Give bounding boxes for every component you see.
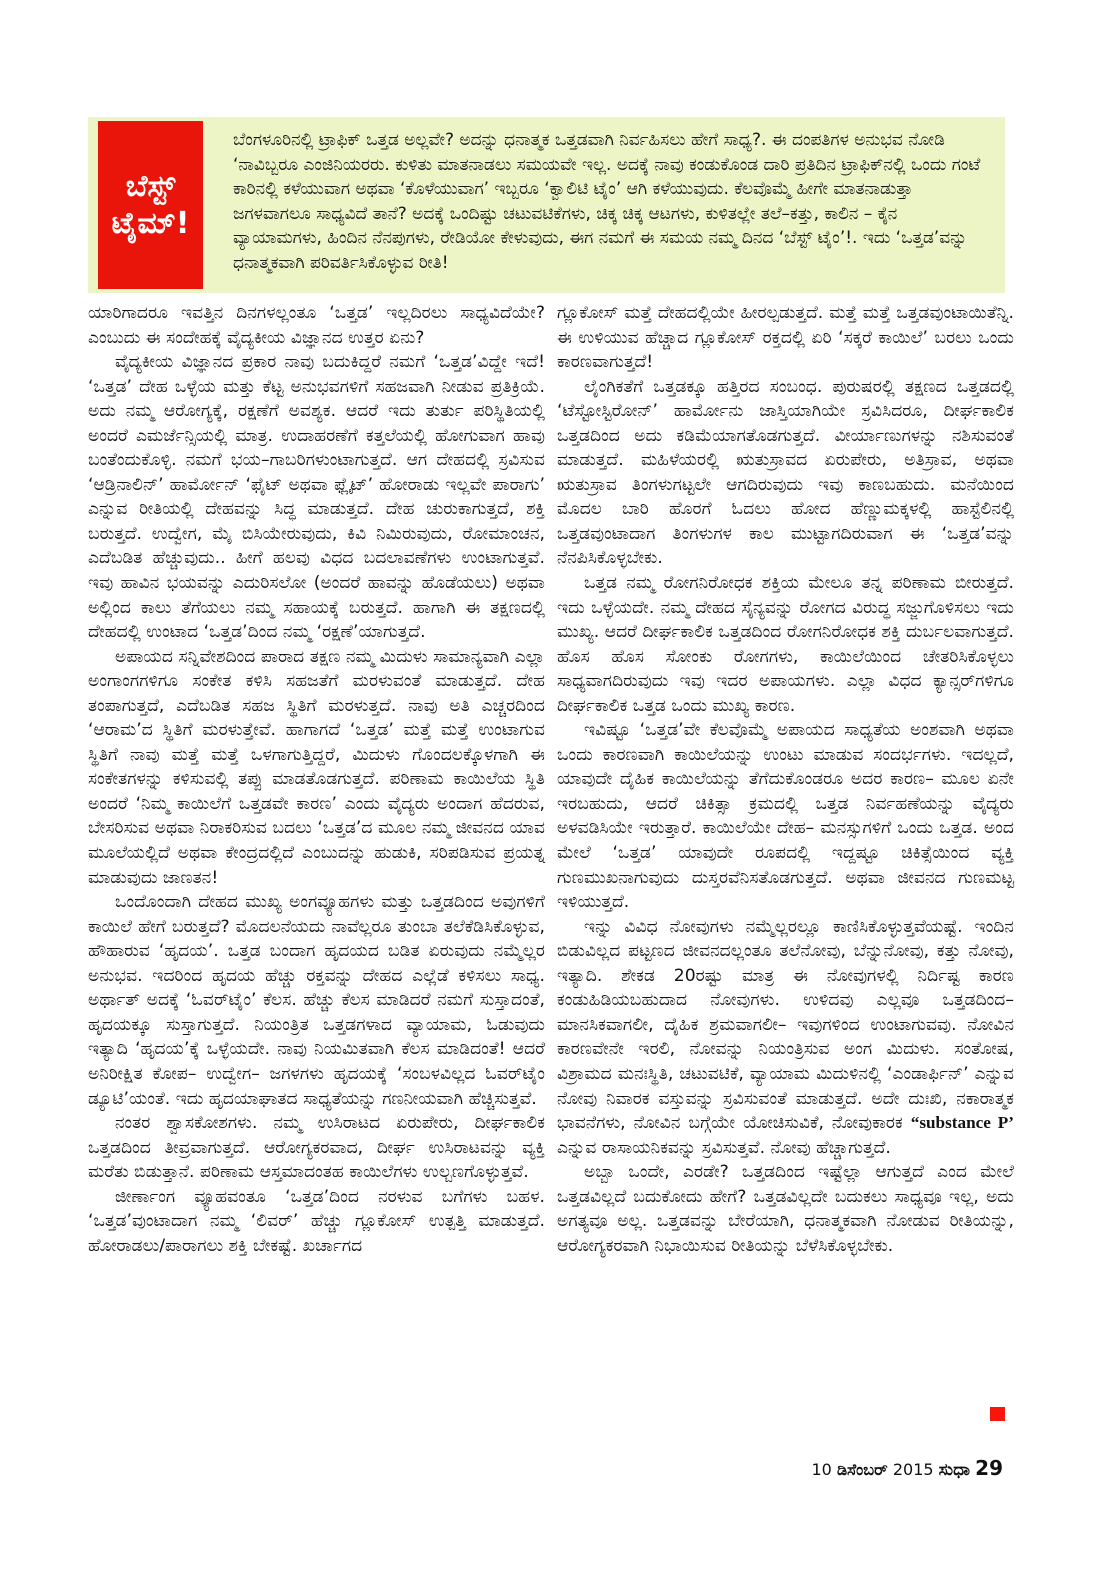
- paragraph: [557, 301, 1014, 375]
- badge-line-2: ಟೈಮ್!: [111, 206, 190, 241]
- text-run: ಅಪಾಯದ ಸನ್ನಿವೇಶದಿಂದ ಪಾರಾದ ತಕ್ಷಣ ನಮ್ಮ ಮಿದುಳು ಸಾಮಾನ್ಯವಾಗಿ ಎಲ್ಲಾ ಅಂಗಾಂಗಗಳಿಗೂ ಸಂಕೇತ ಕಳಿಸಿ ಸಹಜತೆಗೆ ಮರಳುವಂತೆ ಮಾಡುತ್ತದೆ. ದೇಹ ತಂಪಾಗುತ್ತದೆ, ಎದೆಬಡಿತ ಸಹಜ ಸ್ಥಿತಿಗೆ ಮರಳುತ್ತದೆ. ನಾವು ಅತಿ ಎಚ್ಚರದಿಂದ ‘ಆರಾಮ’ದ ಸ್ಥಿತಿಗೆ ಮರಳುತ್ತೇವೆ. ಹಾಗಾಗದೆ ‘ಒತ್ತಡ’ ಮತ್ತೆ ಮತ್ತೆ ಉಂಟಾಗುವ ಸ್ಥಿತಿಗೆ ನಾವು ಮತ್ತೆ ಮತ್ತೆ ಒಳಗಾಗುತ್ತಿದ್ದರೆ, ಮಿದುಳು ಗೊಂದಲಕ್ಕೊಳಗಾಗಿ ಈ ಸಂಕೇತಗಳನ್ನು ಕಳಿಸುವಲ್ಲಿ ತಪ್ಪು ಮಾಡತೊಡಗುತ್ತದೆ. ಪರಿಣಾಮ ಕಾಯಿಲೆಯ ಸ್ಥಿತಿ ಅಂದರೆ ‘ನಿಮ್ಮ ಕಾಯಿಲೆಗೆ ಒತ್ತಡವೇ ಕಾರಣ’ ಎಂದು ವೈದ್ಯರು ಅಂದಾಗ ಹೆದರುವ, ಬೇಸರಿಸುವ ಅಥವಾ ನಿರಾಕರಿಸುವ ಬದಲು ‘ಒತ್ತಡ’ದ ಮೂಲ ನಮ್ಮ ಜೀವನದ ಯಾವ ಮೂಲೆಯಲ್ಲಿದೆ ಅಥವಾ ಕೇಂದ್ರದಲ್ಲಿದೆ ಎಂಬುದನ್ನು ಹುಡುಕಿ, ಸರಿಪಡಿಸುವ ಪ್ರಯತ್ನ ಮಾಡುವುದು ಜಾಣತನ!: [88, 646, 545, 888]
- page-footer: [0, 1456, 1003, 1480]
- footer-month: ಡಿಸೆಂಬರ್: [836, 1460, 888, 1479]
- intro-panel: [88, 117, 1005, 293]
- intro-text: ಬೆಂಗಳೂರಿನಲ್ಲಿ ಟ್ರಾಫಿಕ್ ಒತ್ತಡ ಅಲ್ಲವೇ? ಅದನ್ನು ಧನಾತ್ಮಕ ಒತ್ತಡವಾಗಿ ನಿರ್ವಹಿಸಲು ಹೇಗೆ ಸಾಧ್ಯ?. ಈ ದಂಪತಿಗಳ ಅನುಭವ ನೋಡಿ ‘ನಾವಿಬ್ಬರೂ ಎಂಜಿನಿಯರರು. ಕುಳಿತು ಮಾತನಾಡಲು ಸಮಯವೇ ಇಲ್ಲ. ಅದಕ್ಕೆ ನಾವು ಕಂಡುಕೊಂಡ ದಾರಿ ಪ್ರತಿದಿನ ಟ್ರಾಫಿಕ್‌ನಲ್ಲಿ ಒಂದು ಗಂಟೆ ಕಾರಿನಲ್ಲಿ ಕಳೆಯುವಾಗ ಅಥವಾ ‘ಕೊಳೆಯುವಾಗ’ ಇಬ್ಬರೂ ‘ಕ್ವಾಲಿಟಿ ಟೈಂ’ ಆಗಿ ಕಳೆಯುವುದು. ಕೆಲವೊಮ್ಮೆ ಹೀಗೇ ಮಾತನಾಡುತ್ತಾ ಜಗಳವಾಗಲೂ ಸಾಧ್ಯವಿದೆ ತಾನೆ? ಅದಕ್ಕೆ ಒಂದಿಷ್ಟು ಚಟುವಟಿಕೆಗಳು, ಚಿಕ್ಕ ಚಿಕ್ಕ ಆಟಗಳು, ಕುಳಿತಲ್ಲೇ ತಲೆ–ಕತ್ತು, ಕಾಲಿನ – ಕೈನ ವ್ಯಾಯಾಮಗಳು, ಹಿಂದಿನ ನೆನಪುಗಳು, ರೇಡಿಯೋ ಕೇಳುವುದು, ಈಗ ನಮಗೆ ಈ ಸಮಯ ನಮ್ಮ ದಿನದ ‘ಬೆಸ್ಟ್ ಟೈಂ’!. ಇದು ‘ಒತ್ತಡ’ವನ್ನು ಧನಾತ್ಮಕವಾಗಿ ಪರಿವರ್ತಿಸಿಕೊಳ್ಳುವ ರೀತಿ!: [233, 130, 981, 273]
- text-run: ನಂತರ ಶ್ವಾಸಕೋಶಗಳು. ನಮ್ಮ ಉಸಿರಾಟದ ಏರುಪೇರು, ದೀರ್ಘಕಾಲಿಕ ಒತ್ತಡದಿಂದ ತೀವ್ರವಾಗುತ್ತದೆ. ಆರೋಗ್ಯಕರವಾದ, ದೀರ್ಘ ಉಸಿರಾಟವನ್ನು ವ್ಯಕ್ತಿ ಮರೆತು ಬಿಡುತ್ತಾನೆ. ಪರಿಣಾಮ ಆಸ್ತಮಾದಂತಹ ಕಾಯಿಲೆಗಳು ಉಲ್ಬಣಗೊಳ್ಳುತ್ತವೆ.: [88, 1113, 545, 1183]
- text-run: ಯಾರಿಗಾದರೂ ಇವತ್ತಿನ ದಿನಗಳಲ್ಲಂತೂ ‘ಒತ್ತಡ’ ಇಲ್ಲದಿರಲು ಸಾಧ್ಯವಿದೆಯೇ? ಎಂಬುದು ಈ ಸಂದೇಹಕ್ಕೆ ವೈದ್ಯಕೀಯ ವಿಜ್ಞಾನದ ಉತ್ತರ ಏನು?: [88, 303, 545, 348]
- text-run: ಜೀರ್ಣಾಂಗ ವ್ಯೂಹವಂತೂ ‘ಒತ್ತಡ’ದಿಂದ ನರಳುವ ಬಗೆಗಳು ಬಹಳ. ‘ಒತ್ತಡ’ವುಂಟಾದಾಗ ನಮ್ಮ ‘ಲಿವರ್’ ಹೆಚ್ಚು ಗ್ಲೂಕೋಸ್ ಉತ್ಪತ್ತಿ ಮಾಡುತ್ತದೆ. ಹೋರಾಡಲು/ಪಾರಾಗಲು ಶಕ್ತಿ ಬೇಕಷ್ಟೆ. ಖರ್ಚಾಗದ: [88, 1186, 545, 1256]
- footer-year: 2015: [892, 1460, 934, 1479]
- text-run: ವೈದ್ಯಕೀಯ ವಿಜ್ಞಾನದ ಪ್ರಕಾರ ನಾವು ಬದುಕಿದ್ದರೆ ನಮಗೆ ‘ಒತ್ತಡ’ವಿದ್ದೇ ಇದೆ! ‘ಒತ್ತಡ’ ದೇಹ ಒಳ್ಳೆಯ ಮತ್ತು ಕೆಟ್ಟ ಅನುಭವಗಳಿಗೆ ಸಹಜವಾಗಿ ನೀಡುವ ಪ್ರತಿಕ್ರಿಯೆ. ಅದು ನಮ್ಮ ಆರೋಗ್ಯಕ್ಕೆ, ರಕ್ಷಣೆಗೆ ಅವಶ್ಯಕ. ಆದರೆ ಇದು ತುರ್ತು ಪರಿಸ್ಥಿತಿಯಲ್ಲಿ ಅಂದರೆ ಎಮರ್ಜೆನ್ಸಿಯಲ್ಲಿ ಮಾತ್ರ. ಉದಾಹರಣೆಗೆ ಕತ್ತಲೆಯಲ್ಲಿ ಹೋಗುವಾಗ ಹಾವು ಬಂತೆಂದುಕೊಳ್ಳಿ. ನಮಗೆ ಭಯ–ಗಾಬರಿಗಳುಂಟಾಗುತ್ತದೆ. ಆಗ ದೇಹದಲ್ಲಿ ಸ್ರವಿಸುವ ‘ಆಡ್ರಿನಾಲಿನ್’ ಹಾರ್ಮೋನ್ ‘ಫೈಟ್ ಅಥವಾ ಫ್ಲೈಟ್’ ಹೋರಾಡು ಇಲ್ಲವೇ ಪಾರಾಗು’ ಎನ್ನುವ ರೀತಿಯಲ್ಲಿ ದೇಹವನ್ನು ಸಿದ್ಧ ಮಾಡುತ್ತದೆ. ದೇಹ ಚುರುಕಾಗುತ್ತದೆ, ಶಕ್ತಿ ಬರುತ್ತದೆ. ಉದ್ವೇಗ, ಮೈ ಬಿಸಿಯೇರುವುದು, ಕಿವಿ ನಿಮಿರುವುದು, ರೋಮಾಂಚನ, ಎದೆಬಡಿತ ಹೆಚ್ಚುವುದು.. ಹೀಗೆ ಹಲವು ವಿಧದ ಬದಲಾವಣೆಗಳು ಉಂಟಾಗುತ್ತವೆ. ಇವು ಹಾವಿನ ಭಯವನ್ನು ಎದುರಿಸಲೋ (ಅಂದರೆ ಹಾವನ್ನು ಹೊಡೆಯಲು) ಅಥವಾ ಅಲ್ಲಿಂದ ಕಾಲು ತೆಗೆಯಲು ನಮ್ಮ ಸಹಾಯಕ್ಕೆ ಬರುತ್ತದೆ. ಹಾಗಾಗಿ ಈ ತಕ್ಷಣದಲ್ಲಿ ದೇಹದಲ್ಲಿ ಉಂಟಾದ ‘ಒತ್ತಡ’ದಿಂದ ನಮ್ಮ ‘ರಕ್ಷಣೆ’ಯಾಗುತ್ತದೆ.: [88, 352, 545, 643]
- text-run: ಒತ್ತಡ ನಮ್ಮ ರೋಗನಿರೋಧಕ ಶಕ್ತಿಯ ಮೇಲೂ ತನ್ನ ಪರಿಣಾಮ ಬೀರುತ್ತದೆ. ಇದು ಒಳ್ಳೆಯದೇ. ನಮ್ಮ ದೇಹದ ಸೈನ್ಯವನ್ನು ರೋಗದ ವಿರುದ್ಧ ಸಜ್ಜುಗೊಳಿಸಲು ಇದು ಮುಖ್ಯ. ಆದರೆ ದೀರ್ಘಕಾಲಿಕ ಒತ್ತಡದಿಂದ ರೋಗನಿರೋಧಕ ಶಕ್ತಿ ದುರ್ಬಲವಾಗುತ್ತದೆ. ಹೊಸ ಹೊಸ ಸೋಂಕು ರೋಗಗಳು, ಕಾಯಿಲೆಯಿಂದ ಚೇತರಿಸಿಕೊಳ್ಳಲು ಸಾಧ್ಯವಾಗದಿರುವುದು ಇವು ಇದರ ಅಪಾಯಗಳು. ಎಲ್ಲಾ ವಿಧದ ಕ್ಯಾನ್ಸರ್‌ಗಳಿಗೂ ದೀರ್ಘಕಾಲಿಕ ಒತ್ತಡ ಒಂದು ಮುಖ್ಯ ಕಾರಣ.: [557, 573, 1014, 716]
- badge-line-1: ಬೆಸ್ಟ್: [125, 168, 176, 204]
- article-column-left: [88, 301, 545, 1258]
- text-run: ಅಬ್ಬಾ ಒಂದೇ, ಎರಡೇ? ಒತ್ತಡದಿಂದ ಇಷ್ಟೆಲ್ಲಾ ಆಗುತ್ತದೆ ಎಂದ ಮೇಲೆ ಒತ್ತಡವಿಲ್ಲದೆ ಬದುಕೋದು ಹೇಗೆ? ಒತ್ತಡವಿಲ್ಲದೇ ಬದುಕಲು ಸಾಧ್ಯವೂ ಇಲ್ಲ, ಅದು ಅಗತ್ಯವೂ ಅಲ್ಲ. ಒತ್ತಡವನ್ನು ಬೇರೆಯಾಗಿ, ಧನಾತ್ಮಕವಾಗಿ ನೋಡುವ ರೀತಿಯನ್ನು, ಆರೋಗ್ಯಕರವಾಗಿ ನಿಭಾಯಿಸುವ ರೀತಿಯನ್ನು ಬೆಳೆಸಿಕೊಳ್ಳಬೇಕು.: [557, 1162, 1014, 1256]
- paragraph: [88, 645, 545, 890]
- best-time-badge: [98, 121, 203, 289]
- paragraph: [557, 915, 1014, 1160]
- text-run: ಇವಿಷ್ಟೂ ‘ಒತ್ತಡ’ವೇ ಕೆಲವೊಮ್ಮೆ ಅಪಾಯದ ಸಾಧ್ಯತೆಯ ಅಂಶವಾಗಿ ಅಥವಾ ಒಂದು ಕಾರಣವಾಗಿ ಕಾಯಿಲೆಯನ್ನು ಉಂಟು ಮಾಡುವ ಸಂದರ್ಭಗಳು. ಇದಲ್ಲದೆ, ಯಾವುದೇ ದೈಹಿಕ ಕಾಯಿಲೆಯನ್ನು ತೆಗೆದುಕೊಂಡರೂ ಅದರ ಕಾರಣ– ಮೂಲ ಏನೇ ಇರಬಹುದು, ಆದರೆ ಚಿಕಿತ್ಸಾ ಕ್ರಮದಲ್ಲಿ ಒತ್ತಡ ನಿರ್ವಹಣೆಯನ್ನು ವೈದ್ಯರು ಅಳವಡಿಸಿಯೇ ಇರುತ್ತಾರೆ. ಕಾಯಿಲೆಯೇ ದೇಹ– ಮನಸ್ಸುಗಳಿಗೆ ಒಂದು ಒತ್ತಡ. ಅಂದ ಮೇಲೆ ‘ಒತ್ತಡ’ ಯಾವುದೇ ರೂಪದಲ್ಲಿ ಇದ್ದಷ್ಟೂ ಚಿಕಿತ್ಸೆಯಿಂದ ವ್ಯಕ್ತಿ ಗುಣಮುಖನಾಗುವುದು ದುಸ್ತರವೆನಿಸತೊಡಗುತ್ತದೆ. ಅಥವಾ ಜೀವನದ ಗುಣಮಟ್ಟ ಇಳಿಯುತ್ತದೆ.: [557, 720, 1014, 913]
- paragraph: [88, 1185, 545, 1259]
- paragraph: [557, 1160, 1014, 1258]
- article-column-right: [557, 301, 1014, 1258]
- text-run: ಎನ್ನುವ ರಾಸಾಯನಿಕವನ್ನು ಸ್ರವಿಸುತ್ತವೆ. ನೋವು ಹೆಚ್ಚಾಗುತ್ತದೆ.: [557, 1137, 891, 1158]
- paragraph: [557, 718, 1014, 914]
- paragraph: [88, 890, 545, 1111]
- paragraph: [88, 350, 545, 645]
- end-of-article-marker: [990, 1407, 1005, 1421]
- paragraph: [557, 571, 1014, 718]
- bold-text-run: “substance P’: [910, 1113, 1014, 1133]
- paragraph: [557, 375, 1014, 571]
- text-run: ಒಂದೊಂದಾಗಿ ದೇಹದ ಮುಖ್ಯ ಅಂಗವ್ಯೂಹಗಳು ಮತ್ತು ಒತ್ತಡದಿಂದ ಅವುಗಳಿಗೆ ಕಾಯಿಲೆ ಹೇಗೆ ಬರುತ್ತದೆ? ಮೊದಲನೆಯದು ನಾವೆಲ್ಲರೂ ತುಂಬಾ ತಲೆಕೆಡಿಸಿಕೊಳ್ಳುವ, ಹೌಹಾರುವ ‘ಹೃದಯ’. ಒತ್ತಡ ಬಂದಾಗ ಹೃದಯದ ಬಡಿತ ಏರುವುದು ನಮ್ಮೆಲ್ಲರ ಅನುಭವ. ಇದರಿಂದ ಹೃದಯ ಹೆಚ್ಚು ರಕ್ತವನ್ನು ದೇಹದ ಎಲ್ಲೆಡೆ ಕಳಿಸಲು ಸಾಧ್ಯ. ಅರ್ಥಾತ್ ಅದಕ್ಕೆ ‘ಓವರ್‌ಟೈಂ’ ಕೆಲಸ. ಹೆಚ್ಚು ಕೆಲಸ ಮಾಡಿದರೆ ನಮಗೆ ಸುಸ್ತಾದಂತೆ, ಹೃದಯಕ್ಕೂ ಸುಸ್ತಾಗುತ್ತದೆ. ನಿಯಂತ್ರಿತ ಒತ್ತಡಗಳಾದ ವ್ಯಾಯಾಮ, ಓಡುವುದು ಇತ್ಯಾದಿ ‘ಹೃದಯ’ಕ್ಕೆ ಒಳ್ಳೆಯದೇ. ನಾವು ನಿಯಮಿತವಾಗಿ ಕೆಲಸ ಮಾಡಿದಂತೆ! ಆದರೆ ಅನಿರೀಕ್ಷಿತ ಕೋಪ– ಉದ್ವೇಗ– ಜಗಳಗಳು ಹೃದಯಕ್ಕೆ ‘ಸಂಬಳವಿಲ್ಲದ ಓವರ್‌ಟೈಂ ಡ್ಯೂಟಿ’ಯಂತೆ. ಇದು ಹೃದಯಾಘಾತದ ಸಾಧ್ಯತೆಯನ್ನು ಗಣನೀಯವಾಗಿ ಹೆಚ್ಚಿಸುತ್ತವೆ.: [88, 892, 545, 1109]
- footer-page-number: 29: [975, 1456, 1003, 1480]
- footer-day: 10: [811, 1460, 832, 1479]
- text-run: ಲೈಂಗಿಕತೆಗೆ ಒತ್ತಡಕ್ಕೂ ಹತ್ತಿರದ ಸಂಬಂಧ. ಪುರುಷರಲ್ಲಿ ತಕ್ಷಣದ ಒತ್ತಡದಲ್ಲಿ ‘ಟೆಸ್ಟೋಸ್ಟಿರೋನ್’ ಹಾರ್ಮೋನು ಜಾಸ್ತಿಯಾಗಿಯೇ ಸ್ರವಿಸಿದರೂ, ದೀರ್ಘಕಾಲಿಕ ಒತ್ತಡದಿಂದ ಅದು ಕಡಿಮೆಯಾಗತೊಡಗುತ್ತದೆ. ವೀರ್ಯಾಣುಗಳನ್ನು ನಶಿಸುವಂತೆ ಮಾಡುತ್ತದೆ. ಮಹಿಳೆಯರಲ್ಲಿ ಋತುಸ್ರಾವದ ಏರುಪೇರು, ಅತಿಸ್ರಾವ, ಅಥವಾ ಋತುಸ್ರಾವ ತಿಂಗಳುಗಟ್ಟಲೇ ಆಗದಿರುವುದು ಇವು ಕಾಣಬಹುದು. ಮನೆಯಿಂದ ಮೊದಲ ಬಾರಿ ಹೊರಗೆ ಓದಲು ಹೋದ ಹೆಣ್ಣುಮಕ್ಕಳಲ್ಲಿ ಹಾಸ್ಟೆಲಿನಲ್ಲಿ ಒತ್ತಡವುಂಟಾದಾಗ ತಿಂಗಳುಗಳ ಕಾಲ ಮುಟ್ಟಾಗದಿರುವಾಗ ಈ ‘ಒತ್ತಡ’ವನ್ನು ನೆನಪಿಸಿಕೊಳ್ಳಬೇಕು.: [557, 376, 1014, 569]
- footer-magazine-name: ಸುಧಾ: [938, 1460, 971, 1480]
- paragraph: [88, 301, 545, 350]
- paragraph: [88, 1111, 545, 1185]
- text-run: ಇನ್ನು ವಿವಿಧ ನೋವುಗಳು ನಮ್ಮೆಲ್ಲರಲ್ಲೂ ಕಾಣಿಸಿಕೊಳ್ಳುತ್ತವೆಯಷ್ಟೆ. ಇಂದಿನ ಬಿಡುವಿಲ್ಲದ ಪಟ್ಟಣದ ಜೀವನದಲ್ಲಂತೂ ತಲೆನೋವು, ಬೆನ್ನುನೋವು, ಕತ್ತು ನೋವು, ಇತ್ಯಾದಿ. ಶೇಕಡ 20ರಷ್ಟು ಮಾತ್ರ ಈ ನೋವುಗಳಲ್ಲಿ ನಿರ್ದಿಷ್ಟ ಕಾರಣ ಕಂಡುಹಿಡಿಯಬಹುದಾದ ನೋವುಗಳು. ಉಳಿದವು ಎಲ್ಲವೂ ಒತ್ತಡದಿಂದ– ಮಾನಸಿಕವಾಗಲೀ, ದೈಹಿಕ ಶ್ರಮವಾಗಲೀ– ಇವುಗಳಿಂದ ಉಂಟಾಗುವವು. ನೋವಿನ ಕಾರಣವೇನೇ ಇರಲಿ, ನೋವನ್ನು ನಿಯಂತ್ರಿಸುವ ಅಂಗ ಮಿದುಳು. ಸಂತೋಷ, ವಿಶ್ರಾಮದ ಮನಃಸ್ಥಿತಿ, ಚಟುವಟಿಕೆ, ವ್ಯಾಯಾಮ ಮಿದುಳಿನಲ್ಲಿ ‘ಎಂಡಾರ್ಫಿನ್’ ಎನ್ನುವ ನೋವು ನಿವಾರಕ ವಸ್ತುವನ್ನು ಸ್ರವಿಸುವಂತೆ ಮಾಡುತ್ತದೆ. ಅದೇ ದುಃಖಿ, ನಕಾರಾತ್ಮಕ ಭಾವನೆಗಳು, ನೋವಿನ ಬಗ್ಗೆಯೇ ಯೋಚಿಸುವಿಕೆ, ನೋವುಕಾರಕ: [557, 916, 1014, 1134]
- text-run: ಗ್ಲೂಕೋಸ್ ಮತ್ತೆ ದೇಹದಲ್ಲಿಯೇ ಹೀರಲ್ಪಡುತ್ತದೆ. ಮತ್ತೆ ಮತ್ತೆ ಒತ್ತಡವುಂಟಾಯಿತೆನ್ನಿ. ಈ ಉಳಿಯುವ ಹೆಚ್ಚಾದ ಗ್ಲೂಕೋಸ್ ರಕ್ತದಲ್ಲಿ ಏರಿ ‘ಸಕ್ಕರೆ ಕಾಯಿಲೆ’ ಬರಲು ಒಂದು ಕಾರಣವಾಗುತ್ತದೆ!: [557, 303, 1014, 373]
